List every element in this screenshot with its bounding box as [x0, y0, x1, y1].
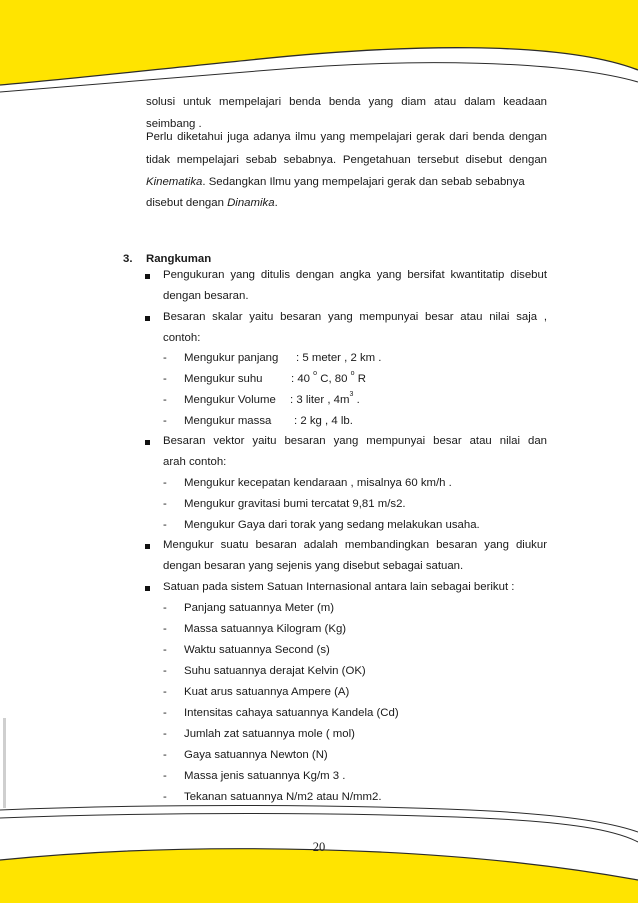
intro-line-1: solusi untuk mempelajari benda benda yang diam atau dalam keadaan — [146, 96, 547, 108]
dash-icon: - — [163, 394, 167, 406]
scalar-item-label: Mengukur suhu — [184, 373, 263, 385]
intro-line-6-pre: disebut dengan — [146, 197, 228, 209]
intro-line-6 — [146, 197, 278, 209]
value-part: : 3 liter , 4m — [290, 394, 350, 406]
dash-icon: - — [163, 791, 167, 803]
scalar-item-value — [290, 391, 360, 406]
bullet2-line-1: Besaran skalar yaitu besaran yang mempunyai besar atau nilai saja , — [163, 311, 547, 323]
scalar-item-value — [291, 370, 366, 385]
dash-icon: - — [163, 707, 167, 719]
dash-icon: - — [163, 665, 167, 677]
vector-item: Mengukur Gaya dari torak yang sedang melakukan usaha. — [184, 519, 480, 531]
bullet-square-icon — [145, 440, 150, 445]
vector-item: Mengukur kecepatan kendaraan , misalnya 60 km/h . — [184, 477, 452, 489]
dash-icon: - — [163, 623, 167, 635]
value-part: : 40 — [291, 373, 314, 385]
dash-icon: - — [163, 602, 167, 614]
dash-icon: - — [163, 770, 167, 782]
section-number: 3. — [123, 253, 133, 265]
dash-icon: - — [163, 749, 167, 761]
superscript: 3 — [349, 391, 354, 398]
degree-mark: o — [313, 370, 318, 377]
bullet4-line-2: dengan besaran yang sejenis yang disebut sebagai satuan. — [163, 560, 464, 572]
page-number: 20 — [312, 840, 326, 854]
si-unit-item: Massa jenis satuannya Kg/m 3 . — [184, 770, 346, 782]
section-title: Rangkuman — [146, 253, 212, 265]
dash-icon: - — [163, 373, 167, 385]
bullet1-line-1: Pengukuran yang ditulis dengan angka yang bersifat kwantitatip disebut — [163, 269, 547, 281]
bullet5-line-1: Satuan pada sistem Satuan Internasional antara lain sebagai berikut : — [163, 581, 515, 593]
term-kinematika: Kinematika — [146, 176, 203, 188]
scalar-item-label: Mengukur massa — [184, 415, 272, 427]
si-unit-item: Intensitas cahaya satuannya Kandela (Cd) — [184, 707, 399, 719]
dash-icon: - — [163, 728, 167, 740]
intro-line-3: Perlu diketahui juga adanya ilmu yang mempelajari gerak dari benda dengan — [146, 131, 547, 143]
dash-icon: - — [163, 644, 167, 656]
bullet2-line-2: contoh: — [163, 332, 201, 344]
dash-icon: - — [163, 686, 167, 698]
bullet-square-icon — [145, 274, 150, 279]
intro-line-5-rest: . Sedangkan Ilmu yang mempelajari gerak dan sebab sebabnya — [202, 176, 525, 188]
dash-icon: - — [163, 352, 167, 364]
dash-icon: - — [163, 498, 167, 510]
bullet3-line-1: Besaran vektor yaitu besaran yang mempunyai besar atau nilai dan — [163, 435, 547, 447]
si-unit-item: Jumlah zat satuannya mole ( mol) — [184, 728, 355, 740]
intro-line-4: tidak mempelajari sebab sebabnya. Pengetahuan tersebut disebut dengan — [146, 154, 547, 166]
dash-icon: - — [163, 415, 167, 427]
intro-line-5 — [146, 176, 547, 188]
scalar-item-label: Mengukur Volume — [184, 394, 276, 406]
bullet-square-icon — [145, 544, 150, 549]
si-unit-item: Massa satuannya Kilogram (Kg) — [184, 623, 347, 635]
degree-mark: o — [350, 370, 355, 377]
scalar-item-label: Mengukur panjang — [184, 352, 279, 364]
vector-item: Mengukur gravitasi bumi tercatat 9,81 m/s2. — [184, 498, 406, 510]
value-part: . — [353, 394, 360, 406]
intro-line-6-post: . — [274, 197, 278, 209]
si-unit-item: Panjang satuannya Meter (m) — [184, 602, 335, 614]
si-unit-item: Waktu satuannya Second (s) — [184, 644, 330, 656]
dash-icon: - — [163, 519, 167, 531]
si-unit-item: Kuat arus satuannya Ampere (A) — [184, 686, 350, 698]
scalar-item-value: : 2 kg , 4 lb. — [294, 415, 353, 427]
si-unit-item: Gaya satuannya Newton (N) — [184, 749, 328, 761]
intro-line-2: seimbang . — [146, 118, 202, 130]
bullet-square-icon — [145, 316, 150, 321]
scalar-item-value: : 5 meter , 2 km . — [296, 352, 382, 364]
dash-icon: - — [163, 477, 167, 489]
si-unit-item: Tekanan satuannya N/m2 atau N/mm2. — [184, 791, 382, 803]
bullet3-line-2: arah contoh: — [163, 456, 227, 468]
bullet1-line-2: dengan besaran. — [163, 290, 249, 302]
value-part: R — [354, 373, 366, 385]
bullet-square-icon — [145, 586, 150, 591]
term-dinamika: Dinamika — [227, 197, 275, 209]
value-part: C, 80 — [317, 373, 351, 385]
si-unit-item: Suhu satuannya derajat Kelvin (OK) — [184, 665, 366, 677]
bullet4-line-1: Mengukur suatu besaran adalah membandingkan besaran yang diukur — [163, 539, 547, 551]
